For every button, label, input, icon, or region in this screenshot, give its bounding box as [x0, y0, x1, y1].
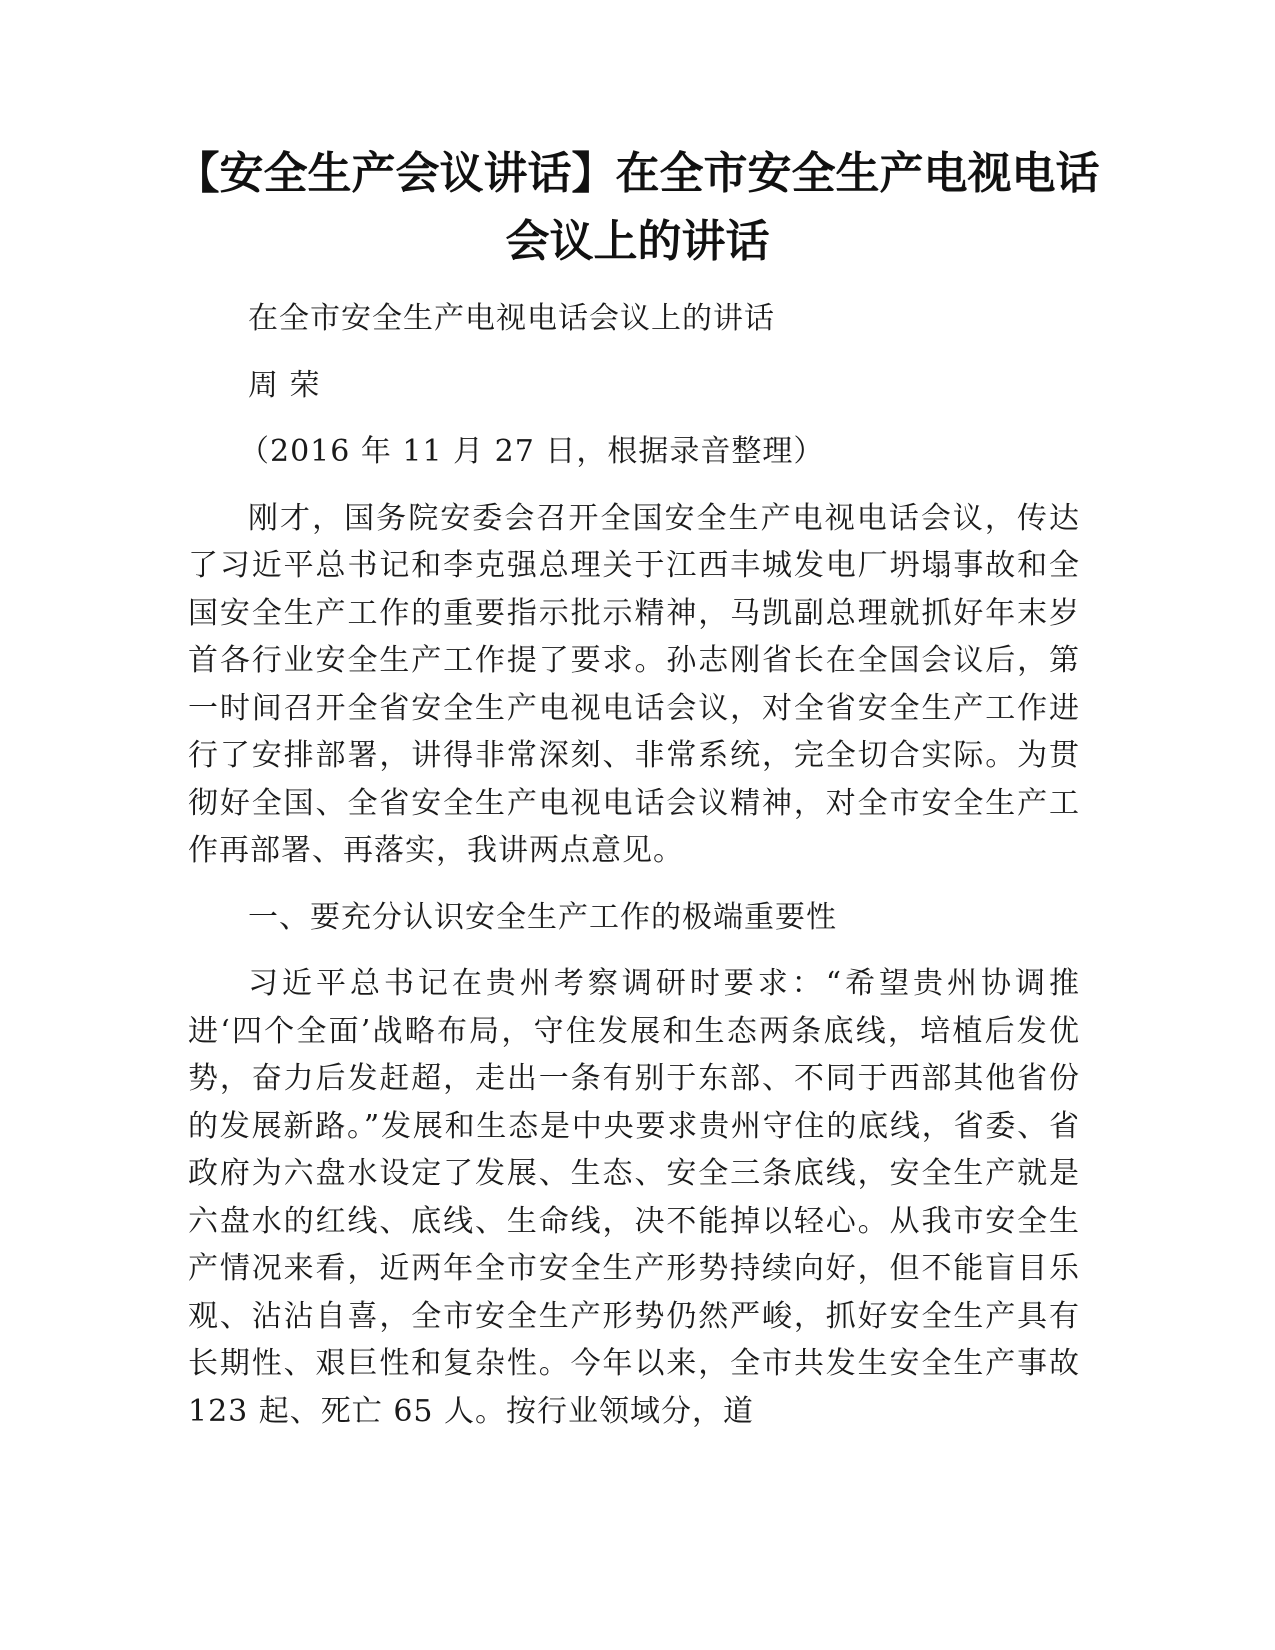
document-title: 【安全生产会议讲话】在全市安全生产电视电话会议上的讲话 — [175, 148, 1100, 267]
document-body — [188, 295, 1080, 1454]
paragraph-section-1: 习近平总书记在贵州考察调研时要求：“希望贵州协调推进‘四个全面’战略布局，守住发展和生态两条底线，培植后发优势，奋力后发赶超，走出一条有别于东部、不同于西部其他省份的发展新路。”发展和生态是中央要求贵州守住的底线，省委、省政府为六盘水设定了发展、生态、安全三条底线，安全生产就是六盘水的红线、底线、生命线，决不能掉以轻心。从我市安全生产情况来看，近两年全市安全生产形势持续向好，但不能盲目乐观、沾沾自喜，全市安全生产形势仍然严峻，抓好安全生产具有长期性、艰巨性和复杂性。今年以来，全市共发生安全生产事故 123 起、死亡 65 人。按行业领域分，道 — [188, 966, 1080, 1429]
subtitle: 在全市安全生产电视电话会议上的讲话 — [248, 301, 775, 336]
paragraph-intro: 刚才，国务院安委会召开全国安全生产电视电话会议，传达了习近平总书记和李克强总理关于江西丰城发电厂坍塌事故和全国安全生产工作的重要指示批示精神，马凯副总理就抓好年末岁首各行业安全生产工作提了要求。孙志刚省长在全国会议后，第一时间召开全省安全生产电视电话会议，对全省安全生产工作进行了安排部署，讲得非常深刻、非常系统，完全切合实际。为贯彻好全国、全省安全生产电视电话会议精神，对全市安全生产工作再部署、再落实，我讲两点意见。 — [188, 500, 1080, 868]
section-heading-1: 一、要充分认识安全生产工作的极端重要性 — [248, 899, 837, 935]
author: 周 荣 — [248, 367, 321, 403]
date-note: （2016 年 11 月 27 日，根据录音整理） — [239, 434, 825, 469]
